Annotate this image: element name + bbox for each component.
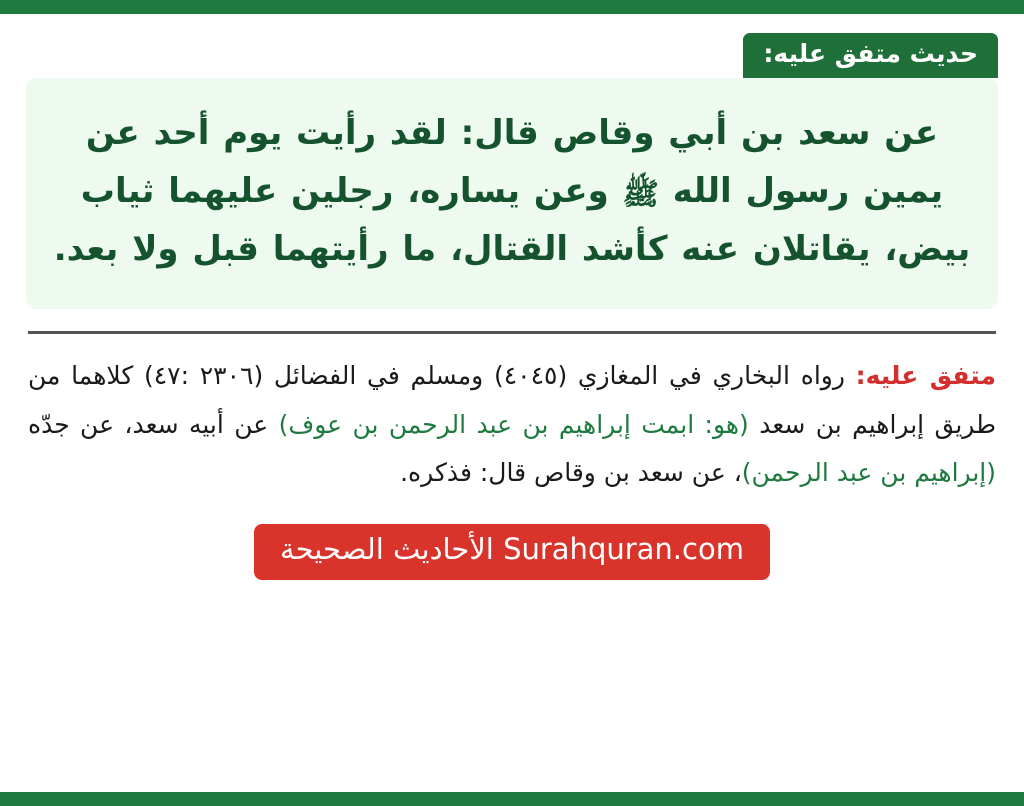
footer-row xyxy=(26,524,998,579)
hadith-box xyxy=(26,78,998,309)
takhreej-segment-3: ، عن سعد بن وقاص قال: فذكره. xyxy=(400,458,742,488)
hadith-text-part2: وعن يساره، رجلين عليهما ثياب بيض، يقاتلان عنه كأشد القتال، ما رأيتهما قبل ولا بعد. xyxy=(53,170,971,270)
site-tagline: الأحاديث الصحيحة xyxy=(280,532,494,567)
site-badge[interactable] xyxy=(254,524,770,579)
grade-label: حديث متفق عليه: xyxy=(743,33,998,78)
takhreej-grade: متفق عليه: xyxy=(855,360,996,390)
top-accent-bar xyxy=(0,0,1024,14)
hadith-text-part1: عن سعد بن أبي وقاص قال: لقد رأيت يوم أحد عن يمين رسول الله xyxy=(85,112,944,211)
takhreej-segment-1: رواه البخاري في المغازي (٤٠٤٥) ومسلم في الفضائل (٢٣٠٦ :٤٧) كلاهما من طريق إبراهيم بن سعد xyxy=(28,360,996,439)
bottom-accent-bar xyxy=(0,792,1024,806)
takhreej-note-2: (إبراهيم بن عبد الرحمن) xyxy=(741,458,996,488)
takhreej-paragraph xyxy=(26,352,998,498)
salla-allahu-alayhi-wasallam-icon: ﷺ xyxy=(622,176,659,212)
takhreej-segment-2: عن أبيه سعد، عن جدّه xyxy=(28,409,279,439)
takhreej-note-1: (هو: ابمت إبراهيم بن عبد الرحمن بن عوف) xyxy=(278,409,749,439)
section-divider xyxy=(28,331,996,334)
hadith-text xyxy=(52,104,972,279)
card-content xyxy=(0,14,1024,806)
grade-label-row xyxy=(26,33,998,78)
site-name: Surahquran.com xyxy=(503,532,744,567)
